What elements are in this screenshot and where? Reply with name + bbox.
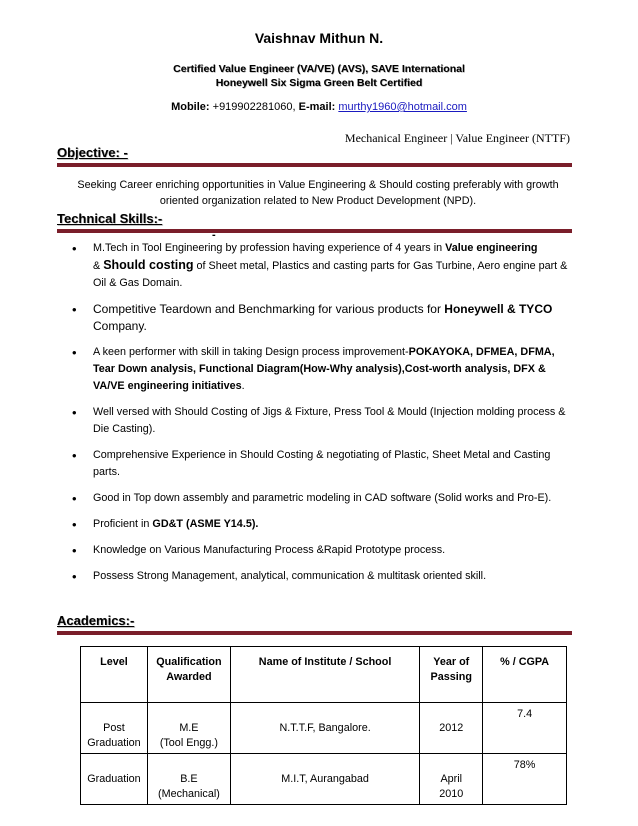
table-row (81, 754, 567, 805)
skill-emphasis: GD&T (ASME Y14.5). (152, 518, 259, 530)
stray-dash: - (212, 229, 216, 241)
mobile-number: +919902281060, (212, 101, 296, 113)
skill-text: Well versed with Should Costing of Jigs & Fixture, Press Tool & Mould (Injection molding process & Die Casting). (93, 406, 566, 435)
column-header-institute: Name of Institute / School (230, 647, 419, 703)
technical-skills-heading: Technical Skills:- (57, 211, 163, 226)
cell-institute: N.T.T.F, Bangalore. (230, 703, 419, 754)
column-header-qualification: Qualification Awarded (147, 647, 230, 703)
skill-item (58, 301, 573, 335)
cell-qualification: M.E (Tool Engg.) (147, 703, 230, 754)
skill-text: Proficient in (93, 518, 153, 530)
column-header-level: Level (81, 647, 148, 703)
skills-list (58, 240, 573, 594)
skill-text: M.Tech in Tool Engineering by profession having experience of 4 years in (93, 242, 446, 254)
skill-item (58, 404, 573, 438)
table-row (81, 703, 567, 754)
skill-emphasis: Honeywell & TYCO (444, 302, 553, 316)
cell-level: Post Graduation (81, 703, 148, 754)
cell-qualification: B.E (Mechanical) (147, 754, 230, 805)
cell-cgpa: 7.4 (483, 703, 567, 754)
column-header-cgpa: % / CGPA (483, 647, 567, 703)
academics-heading: Academics:- (57, 613, 135, 628)
skill-text: . (241, 380, 245, 392)
skill-item (58, 516, 573, 533)
cell-year: April 2010 (420, 754, 483, 805)
skill-item (58, 568, 573, 585)
cell-level: Graduation (81, 754, 148, 805)
cell-cgpa: 78% (483, 754, 567, 805)
skill-item (58, 240, 573, 292)
skill-emphasis: Should costing (103, 258, 194, 272)
email-link[interactable]: murthy1960@hotmail.com (338, 101, 467, 113)
skill-emphasis: Value engineering (445, 242, 538, 254)
skill-text: Knowledge on Various Manufacturing Process &Rapid Prototype process. (93, 544, 446, 556)
cell-year: 2012 (420, 703, 483, 754)
contact-line (0, 101, 638, 113)
section-divider (57, 229, 572, 233)
table-header-row (81, 647, 567, 703)
objective-text: Seeking Career enriching opportunities in Value Engineering & Should costing preferably with growth oriented organization related to New Product Development (NPD). (77, 179, 559, 207)
mobile-label: Mobile: (171, 101, 210, 113)
skill-item (58, 447, 573, 481)
skill-text: Comprehensive Experience in Should Costing & negotiating of Plastic, Sheet Metal and Casting parts. (93, 449, 551, 478)
skill-item (58, 490, 573, 507)
skill-text: of Sheet metal, Plastics and casting parts for Gas Turbine, Aero engine part & Oil & Gas Domain. (93, 260, 568, 289)
certification-line: Honeywell Six Sigma Green Belt Certified (215, 77, 423, 89)
professional-headline: Mechanical Engineer | Value Engineer (NTTF) (344, 131, 570, 145)
skill-item (58, 542, 573, 559)
skill-text: Competitive Teardown and Benchmarking for various products for (93, 302, 445, 316)
skill-text: A keen performer with skill in taking Design process improvement- (93, 346, 409, 358)
section-divider (57, 163, 572, 167)
skill-text: Possess Strong Management, analytical, communication & multitask oriented skill. (93, 570, 487, 582)
skill-text: Company. (93, 319, 147, 333)
objective-heading: Objective: - (57, 145, 128, 160)
skill-text: & (93, 260, 104, 272)
certification-line: Certified Value Engineer (VA/VE) (AVS), SAVE International (173, 63, 465, 75)
skill-text: Good in Top down assembly and parametric modeling in CAD software (Solid works and Pro-E). (93, 492, 552, 504)
section-divider (57, 631, 572, 635)
skill-item (58, 344, 573, 395)
email-label: E-mail: (298, 101, 336, 113)
column-header-year: Year of Passing (420, 647, 483, 703)
cell-institute: M.I.T, Aurangabad (230, 754, 419, 805)
skill-emphasis: POKAYOKA, DFMEA, DFMA, Tear Down analysis, Functional Diagram(How-Why analysis),Cost-worth analysis, DFX & VA/VE engineering initiatives (93, 346, 555, 392)
candidate-name: Vaishnav Mithun N. (254, 30, 384, 46)
academics-table (80, 646, 567, 805)
